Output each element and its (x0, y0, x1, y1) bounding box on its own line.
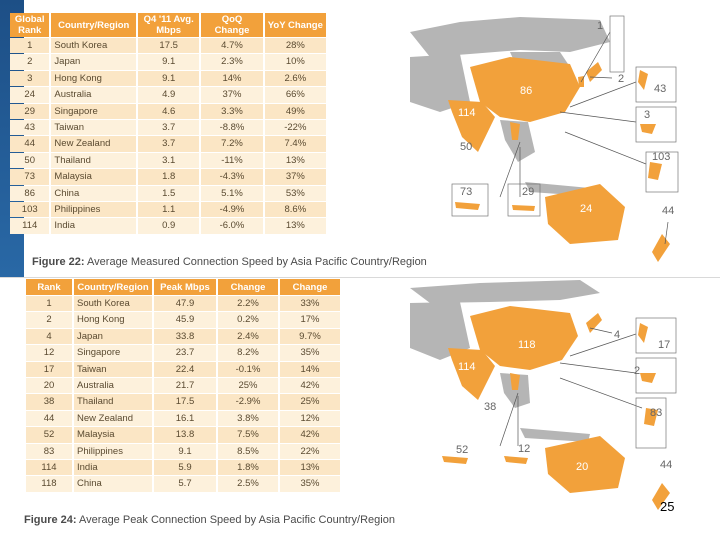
speed-cell: 16.1 (154, 411, 216, 426)
yoy-cell: 22% (280, 444, 340, 459)
country-cell: Malaysia (74, 427, 152, 442)
peak-speed-table (24, 278, 342, 493)
yoy-cell: 66% (265, 87, 326, 102)
table-row (10, 153, 326, 168)
map-label-japan: 4 (614, 329, 621, 341)
map-label-australia: 24 (580, 203, 593, 215)
map-label-philippines: 103 (652, 151, 671, 163)
russia-land (410, 280, 600, 303)
yoy-cell: 2.6% (265, 71, 326, 86)
rank-cell: 20 (26, 378, 72, 393)
table-row (26, 345, 340, 360)
singapore-shape (504, 456, 528, 464)
qoq-cell: 5.1% (201, 186, 262, 201)
speed-cell: 1.5 (138, 186, 199, 201)
speed-cell: 4.6 (138, 104, 199, 119)
header-avg-mbps: Q4 '11 Avg. Mbps (138, 13, 199, 37)
figure-24-text: Average Peak Connection Speed by Asia Pacific Country/Region (76, 514, 395, 526)
qoq-cell: 2.5% (218, 476, 278, 491)
speed-cell: 9.1 (138, 54, 199, 69)
map-label-thailand: 38 (484, 401, 497, 413)
map-label-korea: 1 (597, 20, 604, 32)
qoq-cell: -6.0% (201, 218, 262, 233)
qoq-cell: -4.3% (201, 169, 262, 184)
yoy-cell: 10% (265, 54, 326, 69)
figure-24-label: Figure 24: (24, 514, 77, 526)
qoq-cell: -4.9% (201, 202, 262, 217)
speed-cell: 5.9 (154, 460, 216, 475)
country-cell: Singapore (51, 104, 136, 119)
country-cell: Thailand (51, 153, 136, 168)
country-cell: Malaysia (51, 169, 136, 184)
rank-cell: 2 (26, 312, 72, 327)
qoq-cell: 2.3% (201, 54, 262, 69)
avg-speed-table (8, 12, 328, 235)
qoq-cell: 0.2% (218, 312, 278, 327)
table-row (26, 329, 340, 344)
speed-cell: 22.4 (154, 362, 216, 377)
figure-22-text: Average Measured Connection Speed by Asia Pacific Country/Region (84, 256, 427, 268)
qoq-cell: 4.7% (201, 38, 262, 53)
figure-22-caption (32, 256, 427, 268)
map-label-india: 114 (458, 361, 476, 373)
yoy-cell: 12% (280, 411, 340, 426)
country-cell: Australia (74, 378, 152, 393)
map-label-china: 118 (518, 339, 536, 351)
table-row (26, 362, 340, 377)
table-row (26, 460, 340, 475)
rank-cell: 3 (10, 71, 49, 86)
rank-cell: 50 (10, 153, 49, 168)
table-row (10, 136, 326, 151)
qoq-cell: 3.8% (218, 411, 278, 426)
asia-pacific-peak-speed-map (400, 278, 700, 518)
qoq-cell: 14% (201, 71, 262, 86)
singapore-shape (512, 205, 535, 211)
rank-cell: 1 (10, 38, 49, 53)
speed-cell: 47.9 (154, 296, 216, 311)
yoy-cell: 35% (280, 345, 340, 360)
rank-cell: 52 (26, 427, 72, 442)
speed-cell: 1.8 (138, 169, 199, 184)
speed-cell: 1.1 (138, 202, 199, 217)
qoq-cell: 7.5% (218, 427, 278, 442)
qoq-cell: 37% (201, 87, 262, 102)
speed-cell: 23.7 (154, 345, 216, 360)
table-row (10, 104, 326, 119)
header-global-rank: Global Rank (10, 13, 49, 37)
table-row (26, 427, 340, 442)
country-cell: Hong Kong (51, 71, 136, 86)
rank-cell: 114 (26, 460, 72, 475)
rank-cell: 73 (10, 169, 49, 184)
rank-cell: 29 (10, 104, 49, 119)
map-label-taiwan: 17 (658, 339, 671, 351)
rank-cell: 2 (10, 54, 49, 69)
qoq-cell: 2.2% (218, 296, 278, 311)
table-row (26, 394, 340, 409)
country-cell: Japan (74, 329, 152, 344)
map-label-nz: 44 (660, 459, 673, 471)
figure-22-label: Figure 22: (32, 256, 85, 268)
table-row (10, 54, 326, 69)
hongkong-shape (640, 373, 656, 383)
map-label-malaysia: 73 (460, 186, 473, 198)
table-row (10, 218, 326, 233)
qoq-cell: 2.4% (218, 329, 278, 344)
qoq-cell: -8.8% (201, 120, 262, 135)
speed-cell: 21.7 (154, 378, 216, 393)
rank-cell: 1 (26, 296, 72, 311)
qoq-cell: 3.3% (201, 104, 262, 119)
map-highlighted-countries (448, 57, 670, 262)
nz-shape (652, 234, 670, 262)
map-label-philippines: 83 (650, 407, 663, 419)
speed-cell: 9.1 (154, 444, 216, 459)
country-cell: Japan (51, 54, 136, 69)
yoy-cell: 53% (265, 186, 326, 201)
header-country-region: Country/Region (51, 13, 136, 37)
rank-cell: 17 (26, 362, 72, 377)
qoq-cell: 8.2% (218, 345, 278, 360)
qoq-cell: 8.5% (218, 444, 278, 459)
header-yoy-change: YoY Change (265, 13, 326, 37)
table-row (26, 411, 340, 426)
rank-cell: 43 (10, 120, 49, 135)
qoq-cell: -2.9% (218, 394, 278, 409)
yoy-cell: 14% (280, 362, 340, 377)
table-row (26, 296, 340, 311)
speed-cell: 4.9 (138, 87, 199, 102)
map-label-malaysia: 52 (456, 444, 469, 456)
yoy-cell: 13% (265, 153, 326, 168)
table-row (26, 312, 340, 327)
speed-cell: 17.5 (138, 38, 199, 53)
table-header-row (26, 279, 340, 295)
table-row (10, 71, 326, 86)
speed-cell: 17.5 (154, 394, 216, 409)
yoy-cell: 13% (265, 218, 326, 233)
yoy-cell: 9.7% (280, 329, 340, 344)
map-label-nz: 44 (662, 205, 675, 217)
table-header-row (10, 13, 326, 37)
country-cell: Hong Kong (74, 312, 152, 327)
yoy-cell: 13% (280, 460, 340, 475)
taiwan-shape (638, 70, 648, 90)
speed-cell: 13.8 (154, 427, 216, 442)
qoq-cell: 25% (218, 378, 278, 393)
taiwan-shape (638, 323, 648, 343)
asia-pacific-avg-speed-map (400, 12, 700, 272)
country-cell: New Zealand (74, 411, 152, 426)
table-row (26, 476, 340, 491)
map-label-japan: 2 (618, 73, 625, 85)
rank-cell: 83 (26, 444, 72, 459)
yoy-cell: 49% (265, 104, 326, 119)
yoy-cell: 25% (280, 394, 340, 409)
page-number: 25 (660, 499, 675, 514)
header-rank: Rank (26, 279, 72, 295)
table-row (10, 87, 326, 102)
speed-cell: 3.7 (138, 136, 199, 151)
speed-cell: 0.9 (138, 218, 199, 233)
country-cell: Singapore (74, 345, 152, 360)
country-cell: India (74, 460, 152, 475)
header-yoy-change: Change (280, 279, 340, 295)
yoy-cell: 33% (280, 296, 340, 311)
map-label-india: 114 (458, 107, 476, 119)
country-cell: Philippines (74, 444, 152, 459)
country-cell: New Zealand (51, 136, 136, 151)
map-label-taiwan: 43 (654, 83, 667, 95)
figure-24-caption (24, 514, 395, 526)
qoq-cell: 1.8% (218, 460, 278, 475)
table-row (10, 202, 326, 217)
map-label-hongkong: 3 (644, 109, 651, 121)
yoy-cell: -22% (265, 120, 326, 135)
country-cell: India (51, 218, 136, 233)
speed-cell: 33.8 (154, 329, 216, 344)
country-cell: Taiwan (51, 120, 136, 135)
malaysia-shape (442, 456, 468, 464)
country-cell: Taiwan (74, 362, 152, 377)
table-row (10, 120, 326, 135)
map-label-australia: 20 (576, 461, 589, 473)
yoy-cell: 17% (280, 312, 340, 327)
rank-cell: 38 (26, 394, 72, 409)
russia-land (410, 17, 610, 57)
country-cell: China (74, 476, 152, 491)
yoy-cell: 28% (265, 38, 326, 53)
country-cell: Philippines (51, 202, 136, 217)
country-cell: China (51, 186, 136, 201)
yoy-cell: 7.4% (265, 136, 326, 151)
qoq-cell: -11% (201, 153, 262, 168)
rank-cell: 86 (10, 186, 49, 201)
table-row (10, 186, 326, 201)
yoy-cell: 37% (265, 169, 326, 184)
country-cell: Australia (51, 87, 136, 102)
map-label-singapore: 29 (522, 186, 535, 198)
philippines-shape (648, 162, 662, 180)
map-label-china: 86 (520, 85, 533, 97)
malaysia-shape (455, 202, 480, 210)
speed-cell: 3.1 (138, 153, 199, 168)
map-label-singapore: 12 (518, 443, 531, 455)
rank-cell: 24 (10, 87, 49, 102)
qoq-cell: -0.1% (218, 362, 278, 377)
country-cell: South Korea (51, 38, 136, 53)
speed-cell: 5.7 (154, 476, 216, 491)
header-qoq-change: Change (218, 279, 278, 295)
map-label-hongkong: 2 (634, 365, 641, 377)
speed-cell: 9.1 (138, 71, 199, 86)
yoy-cell: 42% (280, 427, 340, 442)
speed-cell: 3.7 (138, 120, 199, 135)
header-country-region: Country/Region (74, 279, 152, 295)
table-row (10, 38, 326, 53)
yoy-cell: 35% (280, 476, 340, 491)
yoy-cell: 42% (280, 378, 340, 393)
japan-shape (586, 62, 602, 82)
rank-cell: 114 (10, 218, 49, 233)
rank-cell: 118 (26, 476, 72, 491)
rank-cell: 44 (10, 136, 49, 151)
speed-cell: 45.9 (154, 312, 216, 327)
header-peak-mbps: Peak Mbps (154, 279, 216, 295)
qoq-cell: 7.2% (201, 136, 262, 151)
country-cell: Thailand (74, 394, 152, 409)
rank-cell: 103 (10, 202, 49, 217)
header-qoq-change: QoQ Change (201, 13, 262, 37)
country-cell: South Korea (74, 296, 152, 311)
map-label-thailand: 50 (460, 141, 473, 153)
hongkong-shape (640, 124, 656, 134)
table-row (26, 444, 340, 459)
indonesia-land (520, 428, 590, 442)
table-row (26, 378, 340, 393)
yoy-cell: 8.6% (265, 202, 326, 217)
table-row (10, 169, 326, 184)
rank-cell: 44 (26, 411, 72, 426)
rank-cell: 12 (26, 345, 72, 360)
rank-cell: 4 (26, 329, 72, 344)
